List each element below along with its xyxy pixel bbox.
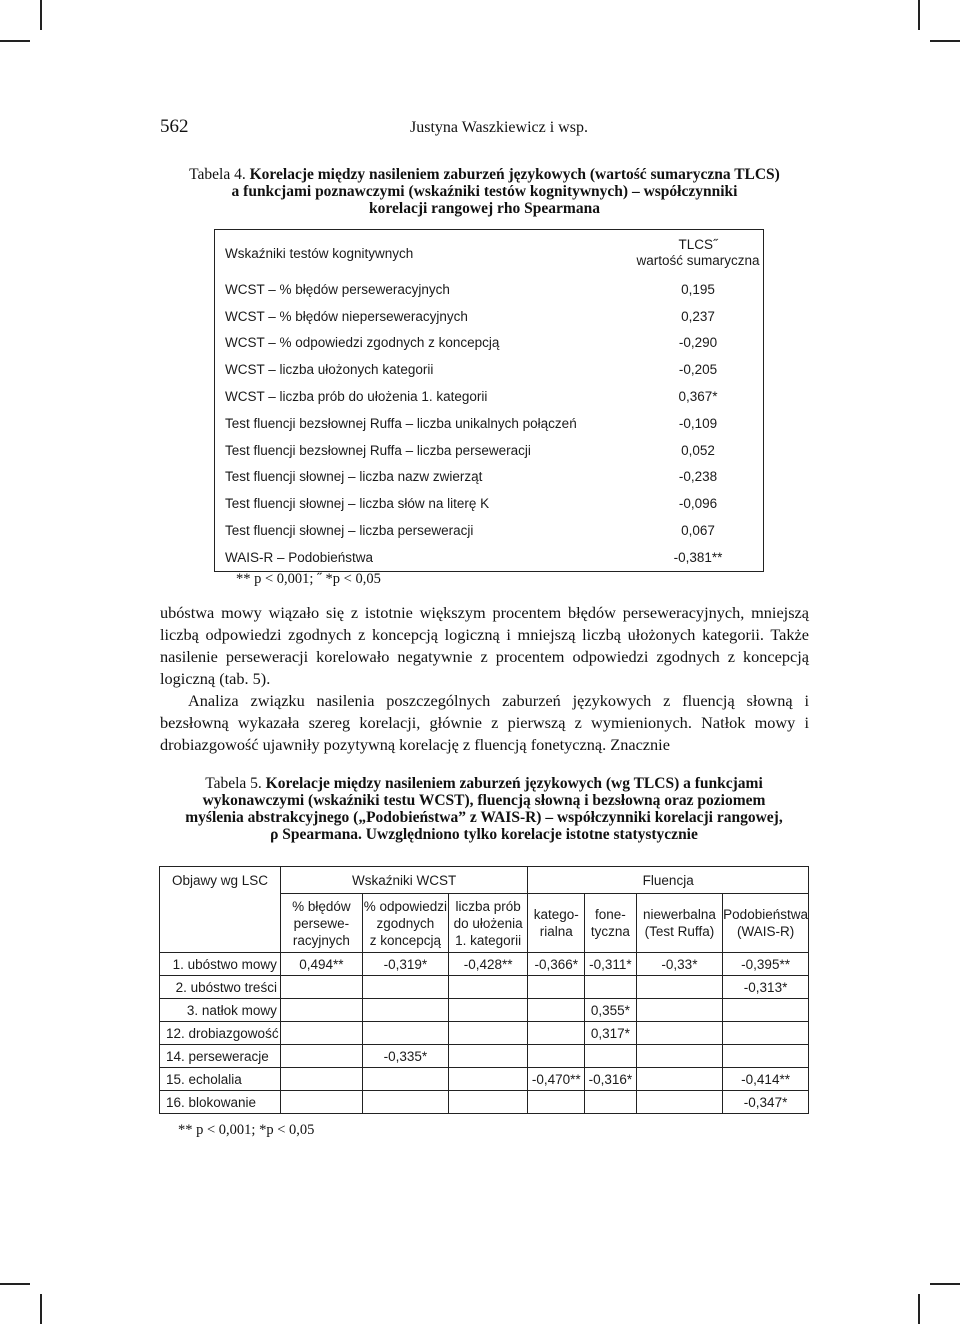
caption-title: Korelacje między nasileniem zaburzeń językowych (wg TLCS) a funkcjami (265, 775, 763, 792)
value-cell: -0,428** (448, 953, 528, 976)
value-cell (362, 1091, 448, 1114)
table-row (215, 544, 764, 571)
row-label: WCST – % błędów perseweracyjnych (225, 281, 450, 297)
row-label: Test fluencji słownej – liczba nazw zwierząt (225, 469, 483, 485)
caption-line (150, 792, 818, 809)
value-cell (448, 999, 528, 1022)
crop-mark (40, 0, 42, 30)
table-row (215, 437, 764, 464)
value-cell (528, 1022, 585, 1045)
paragraph: ubóstwa mowy wiązało się z istotnie większym procentem błędów perseweracyjnych, mniejszą liczbą odpowiedzi zgodnych z koncepcją logiczną i mniejszą liczbą ułożonych kategorii. Także nasilenie perseweracji korelowało negatywnie z procentem odpowiedzi zgodnych z koncepcją logiczną (tab. 5). (160, 603, 809, 688)
row-value: -0,205 (678, 362, 718, 378)
value-cell: -0,316* (585, 1068, 637, 1091)
header-tlcs-line2: wartość sumaryczna (636, 253, 760, 268)
value-cell (362, 1068, 448, 1091)
row-label: Test fluencji bezsłownej Ruffa – liczba perseweracji (225, 442, 531, 458)
header-tlcs-line1: TLCS˝ (678, 237, 718, 252)
table-subheader-row (160, 894, 809, 953)
value-cell: -0,470** (528, 1068, 585, 1091)
symptom-cell: 3. natłok mowy (160, 999, 281, 1022)
value-cell (362, 1022, 448, 1045)
row-value: 0,052 (681, 442, 715, 458)
header-indicators: Wskaźniki testów kognitywnych (225, 245, 414, 261)
value-cell (636, 1022, 722, 1045)
row-value: 0,237 (681, 308, 715, 324)
header-cell (280, 894, 362, 953)
table-row (215, 517, 764, 544)
table-row (160, 1091, 809, 1114)
row-label: Test fluencji bezsłownej Ruffa – liczba unikalnych połączeń (225, 415, 577, 431)
caption-line (150, 775, 818, 792)
value-cell: -0,414** (723, 1068, 809, 1091)
table-row (215, 464, 764, 491)
symptom-cell: 15. echolalia (160, 1068, 281, 1091)
crop-mark (918, 1294, 920, 1324)
caption-title: myślenia abstrakcyjnego („Podobieństwa” z WAIS-R) – współczynniki korelacji rangowej, (185, 809, 783, 826)
header-line: fone- (595, 907, 626, 922)
table5-caption (150, 775, 818, 843)
header-line: % odpowiedzi (363, 898, 448, 914)
value-cell (448, 1068, 528, 1091)
table5 (159, 866, 809, 1114)
value-cell (528, 1045, 585, 1068)
crop-mark (40, 1294, 42, 1324)
header-wcst: Wskaźniki WCST (280, 867, 527, 894)
header-line: do ułożenia (453, 915, 523, 931)
row-label: WCST – liczba prób do ułożenia 1. kategorii (225, 389, 488, 405)
table-row (215, 330, 764, 357)
value-cell (280, 1091, 362, 1114)
crop-mark (930, 40, 960, 42)
table4-footnote: ** p < 0,001; ˝ *p < 0,05 (236, 571, 381, 587)
value-cell: -0,395** (723, 953, 809, 976)
row-label: Test fluencji słownej – liczba perseweracji (225, 523, 474, 539)
table-row (160, 953, 809, 976)
value-cell (362, 976, 448, 999)
caption-title: ρ Spearmana. Uwzględniono tylko korelacje istotne statystycznie (270, 826, 698, 843)
table-row (215, 356, 764, 383)
value-cell (723, 999, 809, 1022)
header-line: (WAIS-R) (736, 924, 795, 939)
table4 (214, 229, 764, 572)
row-label: WCST – % błędów nieperseweracyjnych (225, 308, 468, 324)
header-line: katego- (533, 907, 579, 922)
header-tlcs (633, 230, 764, 277)
crop-mark (918, 0, 920, 30)
header-line: liczba prób (455, 898, 521, 914)
table-row (215, 276, 764, 303)
header-cell (636, 894, 722, 953)
body-text (160, 602, 809, 756)
value-cell (723, 1045, 809, 1068)
header-line: persewe- (293, 915, 350, 931)
header-line: (Test Ruffa) (644, 924, 715, 939)
table5-footnote: ** p < 0,001; *p < 0,05 (178, 1122, 315, 1138)
value-cell (448, 1022, 528, 1045)
caption-title: Korelacje między nasileniem zaburzeń językowych (wartość sumaryczna TLCS) (249, 166, 780, 183)
value-cell: -0,366* (528, 953, 585, 976)
paragraph: Analiza związku nasilenia poszczególnych zaburzeń językowych z fluencją słowną i bezsłowną wykazała szereg korelacji, głównie z pierwszą z wymienionych. Natłok mowy i drobiazgowość ujawniły pozytywną korelację z fluencją fonetyczną. Znacznie (160, 691, 809, 754)
header-line: zgodnych (376, 915, 435, 931)
value-cell (362, 999, 448, 1022)
value-cell (280, 976, 362, 999)
value-cell (636, 1091, 722, 1114)
caption-title: korelacji rangowej rho Spearmana (369, 200, 600, 217)
table-header-row (160, 867, 809, 894)
row-value: -0,096 (678, 496, 718, 512)
value-cell: -0,335* (362, 1045, 448, 1068)
value-cell (280, 999, 362, 1022)
value-cell (585, 1045, 637, 1068)
row-value: 0,367* (678, 389, 718, 405)
value-cell: -0,311* (585, 953, 637, 976)
row-label: WCST – liczba ułożonych kategorii (225, 362, 434, 378)
value-cell (280, 1045, 362, 1068)
symptom-cell: 1. ubóstwo mowy (160, 953, 281, 976)
row-value: -0,238 (678, 469, 718, 485)
row-label: WAIS-R – Podobieństwa (225, 549, 374, 565)
value-cell (636, 1068, 722, 1091)
caption-label: Tabela 4. (189, 166, 246, 183)
caption-line (160, 166, 809, 183)
crop-mark (930, 1283, 960, 1285)
row-label: WCST – % odpowiedzi zgodnych z koncepcją (225, 335, 500, 351)
header-cell (362, 894, 448, 953)
table-row (215, 383, 764, 410)
caption-line (160, 200, 809, 217)
table-row (160, 1045, 809, 1068)
header-line: rialna (539, 924, 573, 939)
caption-line (150, 809, 818, 826)
value-cell (280, 1068, 362, 1091)
value-cell: 0,494** (280, 953, 362, 976)
header-fluency: Fluencja (528, 867, 809, 894)
row-label: Test fluencji słownej – liczba słów na literę K (225, 496, 490, 512)
value-cell (636, 1045, 722, 1068)
row-value: -0,109 (678, 415, 718, 431)
value-cell (528, 976, 585, 999)
table-row (215, 410, 764, 437)
value-cell: -0,319* (362, 953, 448, 976)
table-row (160, 1068, 809, 1091)
table-header-row (215, 230, 764, 277)
table-row (215, 490, 764, 517)
value-cell (585, 976, 637, 999)
crop-mark (0, 40, 30, 42)
table4-caption (160, 166, 809, 217)
value-cell (280, 1022, 362, 1045)
caption-label: Tabela 5. (205, 775, 262, 792)
caption-line (160, 183, 809, 200)
value-cell (448, 1091, 528, 1114)
crop-mark (0, 1283, 30, 1285)
symptom-cell: 2. ubóstwo treści (160, 976, 281, 999)
value-cell (528, 1091, 585, 1114)
value-cell (448, 976, 528, 999)
table-row (160, 999, 809, 1022)
row-value: -0,290 (678, 335, 718, 351)
header-line: tyczna (590, 924, 630, 939)
header-symptoms: Objawy wg LSC (160, 867, 281, 894)
value-cell (448, 1045, 528, 1068)
header-cell (528, 894, 585, 953)
caption-title: wykonawczymi (wskaźniki testu WCST), fluencją słowną i bezsłowną oraz poziomem (202, 792, 766, 809)
header-cell (160, 894, 281, 953)
header-line: racyjnych (292, 932, 350, 948)
value-cell (528, 999, 585, 1022)
value-cell (636, 999, 722, 1022)
row-value: -0,381** (673, 549, 723, 565)
value-cell (636, 976, 722, 999)
table-row (160, 1022, 809, 1045)
table-row (215, 303, 764, 330)
value-cell (585, 1091, 637, 1114)
value-cell: -0,33* (636, 953, 722, 976)
row-value: 0,067 (681, 523, 715, 539)
header-cell (585, 894, 637, 953)
value-cell: -0,313* (723, 976, 809, 999)
value-cell: 0,317* (585, 1022, 637, 1045)
row-value: 0,195 (681, 281, 715, 297)
caption-line (150, 826, 818, 843)
header-line: Podobieństwa (723, 907, 808, 922)
header-line: niewerbalna (643, 907, 716, 922)
caption-title: a funkcjami poznawczymi (wskaźniki testów kognitywnych) – współczynniki (231, 183, 738, 200)
header-cell (448, 894, 528, 953)
page-number: 562 (160, 116, 189, 137)
table-row (160, 976, 809, 999)
header-line: 1. kategorii (455, 932, 522, 948)
symptom-cell: 12. drobiazgowość (160, 1022, 281, 1045)
symptom-cell: 14. perseweracje (160, 1045, 281, 1068)
header-line: % błędów (292, 898, 351, 914)
value-cell (723, 1022, 809, 1045)
header-line: z koncepcją (369, 932, 442, 948)
value-cell: 0,355* (585, 999, 637, 1022)
header-cell (723, 894, 809, 953)
running-head: Justyna Waszkiewicz i wsp. (410, 119, 588, 136)
value-cell: -0,347* (723, 1091, 809, 1114)
symptom-cell: 16. blokowanie (160, 1091, 281, 1114)
